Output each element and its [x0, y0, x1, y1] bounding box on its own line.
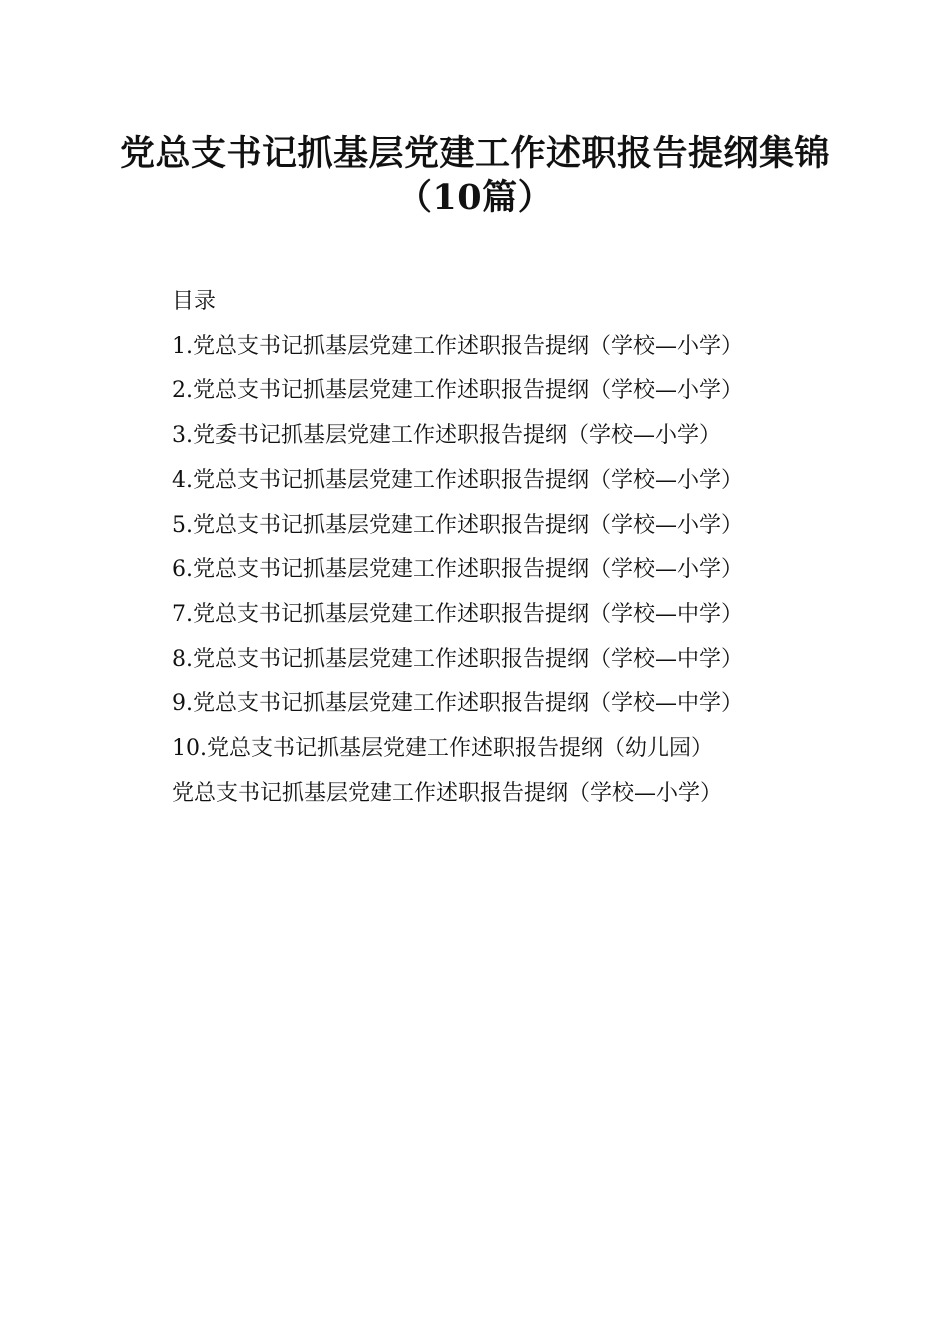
- title-line-1: 党总支书记抓基层党建工作述职报告提纲集锦: [119, 133, 830, 174]
- toc-item: 7.党总支书记抓基层党建工作述职报告提纲（学校—中学）: [172, 601, 743, 627]
- toc-item: 1.党总支书记抓基层党建工作述职报告提纲（学校—小学）: [172, 333, 743, 359]
- title-line-2: （10篇）: [396, 177, 554, 218]
- toc-item: 3.党委书记抓基层党建工作述职报告提纲（学校—小学）: [172, 423, 721, 449]
- toc-item: 9.党总支书记抓基层党建工作述职报告提纲（学校—中学）: [172, 691, 743, 717]
- toc-item: 10.党总支书记抓基层党建工作述职报告提纲（幼儿园）: [172, 736, 713, 762]
- toc-item: 4.党总支书记抓基层党建工作述职报告提纲（学校—小学）: [172, 467, 743, 493]
- toc-item: 2.党总支书记抓基层党建工作述职报告提纲（学校—小学）: [172, 378, 743, 404]
- toc-item: 5.党总支书记抓基层党建工作述职报告提纲（学校—小学）: [172, 512, 743, 538]
- document-title: [0, 132, 950, 220]
- toc-item: 8.党总支书记抓基层党建工作述职报告提纲（学校—中学）: [172, 646, 743, 672]
- toc-item: 6.党总支书记抓基层党建工作述职报告提纲（学校—小学）: [172, 557, 743, 583]
- toc-heading: 目录: [172, 289, 217, 314]
- section-heading: 党总支书记抓基层党建工作述职报告提纲（学校—小学）: [172, 780, 723, 806]
- document-body: [120, 280, 820, 816]
